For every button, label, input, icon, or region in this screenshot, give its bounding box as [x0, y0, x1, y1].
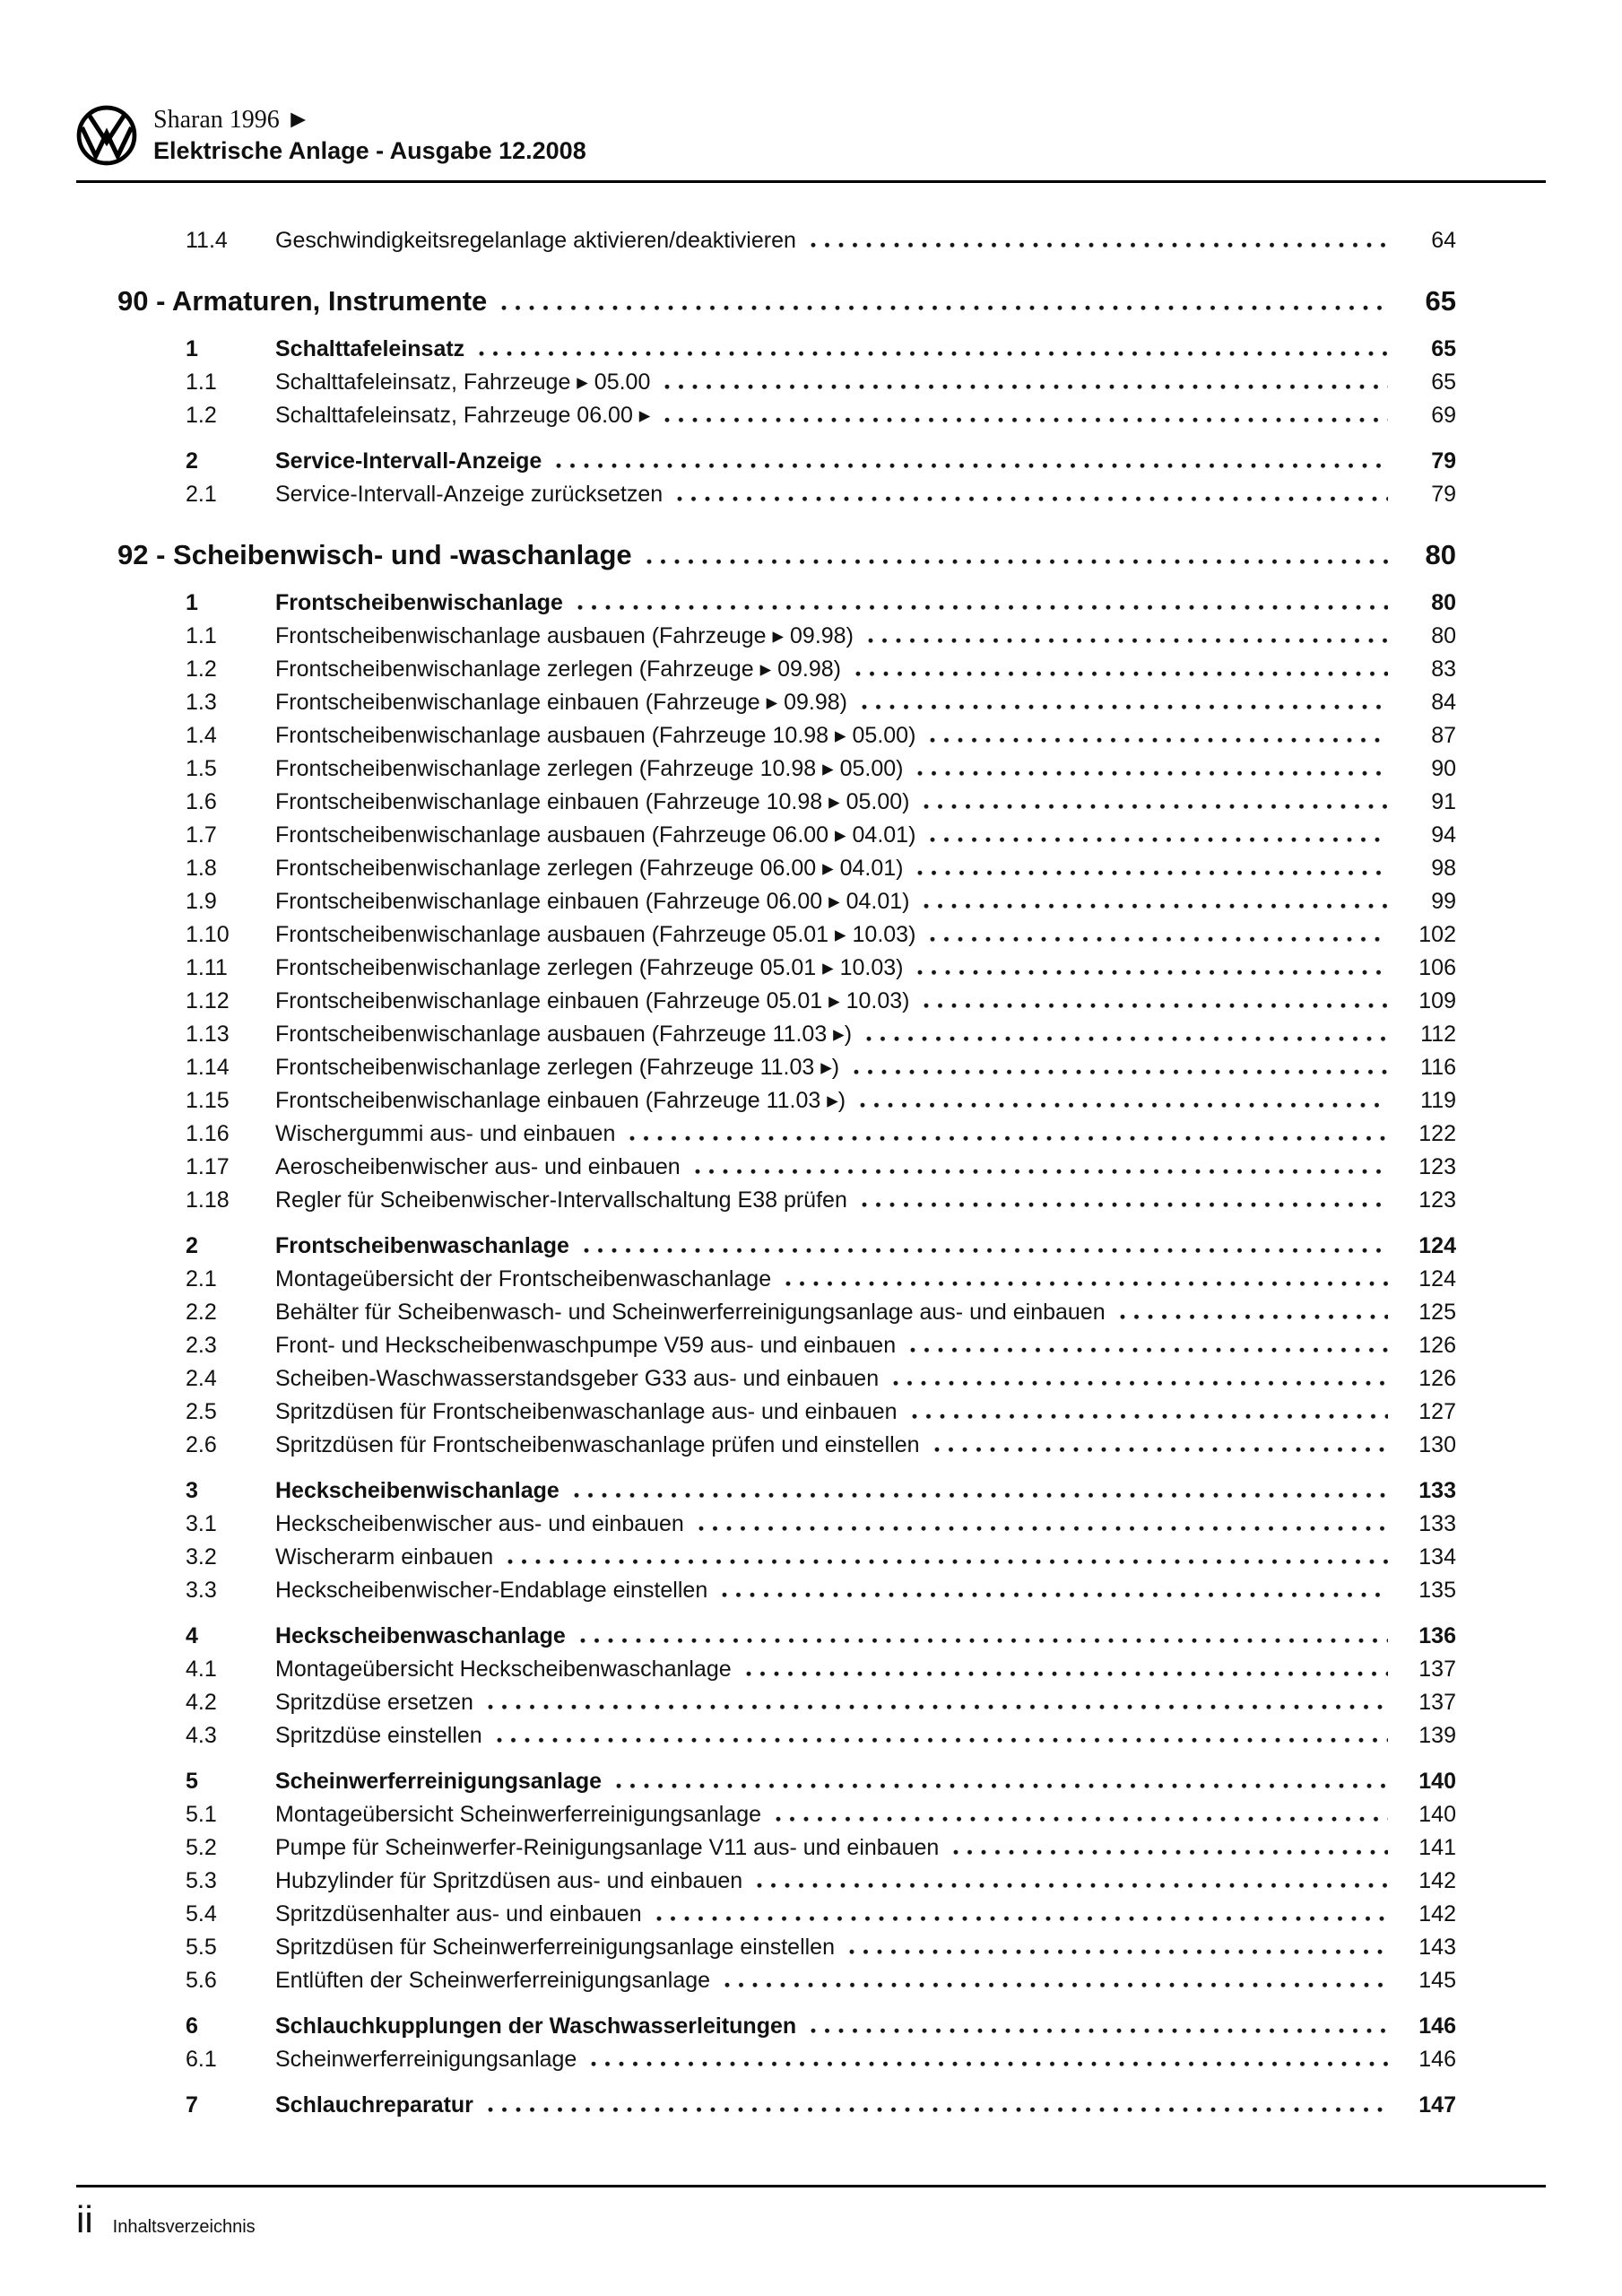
toc-entry-title: Montageübersicht der Frontscheibenwaschanlage	[275, 1266, 772, 1292]
toc-entry-number: 4.1	[186, 1657, 217, 1682]
dot-leader	[574, 1492, 1388, 1498]
toc-entry	[76, 952, 1546, 985]
toc-entry-page: 146	[1418, 2013, 1456, 2039]
toc-entry-title: Frontscheibenwischanlage	[275, 590, 563, 615]
dot-leader	[924, 1003, 1388, 1008]
toc-entry	[76, 399, 1546, 432]
dot-leader	[664, 384, 1388, 389]
toc-entry-page: 79	[1431, 448, 1456, 474]
toc-entry	[76, 587, 1546, 620]
toc-entry-page: 141	[1418, 1835, 1456, 1860]
toc-entry-number: 1.16	[186, 1121, 230, 1146]
toc-entry-number: 2.2	[186, 1300, 217, 1325]
toc-entry-number: 11.4	[186, 228, 228, 253]
toc-entry-title: Spritzdüsen für Frontscheibenwaschanlage aus- und einbauen	[275, 1399, 898, 1424]
toc-entry-number: 1.2	[186, 657, 217, 682]
toc-entry-number: 2.3	[186, 1333, 217, 1358]
dot-leader	[934, 1447, 1388, 1452]
toc-entry-page: 140	[1418, 1769, 1456, 1794]
dot-leader	[860, 1102, 1388, 1108]
toc-entry-number: 6	[186, 2013, 198, 2039]
toc-entry-page: 142	[1418, 1868, 1456, 1893]
toc-entry-page: 116	[1420, 1055, 1456, 1080]
toc-entry-page: 126	[1418, 1366, 1456, 1391]
dot-leader	[776, 1816, 1388, 1822]
toc-entry-title: Frontscheibenwischanlage zerlegen (Fahrzeuge 11.03 ▸)	[275, 1055, 840, 1080]
toc-entry-title: 92 - Scheibenwisch- und -waschanlage	[117, 539, 632, 570]
toc-entry-page: 147	[1418, 2092, 1456, 2118]
dot-leader	[917, 970, 1388, 975]
toc-entry-title: Frontscheibenwischanlage zerlegen (Fahrzeuge 05.01 ▸ 10.03)	[275, 955, 904, 980]
toc-entry	[76, 1474, 1546, 1508]
toc-entry-page: 133	[1418, 1478, 1456, 1503]
toc-entry-page: 140	[1418, 1802, 1456, 1827]
toc-entry	[76, 2089, 1546, 2122]
toc-entry	[76, 2010, 1546, 2043]
dot-leader	[1120, 1314, 1388, 1319]
toc-entry-title: Frontscheibenwischanlage ausbauen (Fahrzeuge 06.00 ▸ 04.01)	[275, 822, 916, 848]
toc-entry	[76, 620, 1546, 653]
dot-leader	[917, 870, 1388, 875]
toc-entry	[76, 1018, 1546, 1051]
toc-entry-page: 123	[1418, 1187, 1456, 1213]
toc-entry	[76, 2043, 1546, 2076]
toc-entry-title: Schalttafeleinsatz, Fahrzeuge 06.00 ▸	[275, 403, 651, 428]
toc-entry	[76, 366, 1546, 399]
toc-entry-title: Schalttafeleinsatz	[275, 336, 465, 361]
toc-entry-title: Behälter für Scheibenwasch- und Scheinwerferreinigungsanlage aus- und einbauen	[275, 1300, 1106, 1325]
toc-entry-title: Geschwindigkeitsregelanlage aktivieren/deaktivieren	[275, 228, 796, 253]
toc-entry-title: Scheiben-Waschwasserstandsgeber G33 aus- und einbauen	[275, 1366, 880, 1391]
toc-entry-number: 7	[186, 2092, 198, 2118]
toc-entry-title: Frontscheibenwischanlage ausbauen (Fahrzeuge 05.01 ▸ 10.03)	[275, 922, 916, 947]
dot-leader	[862, 1202, 1388, 1207]
toc-entry	[76, 1263, 1546, 1296]
toc-entry-title: Frontscheibenwischanlage ausbauen (Fahrzeuge 10.98 ▸ 05.00)	[275, 723, 916, 748]
toc-entry-number: 2	[186, 1233, 198, 1258]
dot-leader	[584, 1248, 1388, 1253]
toc-entry	[76, 1831, 1546, 1865]
toc-entry-number: 1	[186, 590, 198, 615]
toc-entry-title: Spritzdüsen für Frontscheibenwaschanlage prüfen und einstellen	[275, 1432, 920, 1457]
toc-entry-title: Montageübersicht Heckscheibenwaschanlage	[275, 1657, 732, 1682]
dot-leader	[912, 1413, 1388, 1419]
toc-entry-title: Entlüften der Scheinwerferreinigungsanlage	[275, 1968, 711, 1993]
dot-leader	[811, 2028, 1388, 2033]
toc-entry-title: Frontscheibenwischanlage einbauen (Fahrzeuge ▸ 09.98)	[275, 690, 847, 715]
model-title: Sharan 1996 ►	[153, 106, 311, 134]
dot-leader	[854, 1069, 1388, 1074]
toc-entry-number: 2.6	[186, 1432, 217, 1457]
toc-entry-title: Heckscheibenwischanlage	[275, 1478, 559, 1503]
toc-entry-title: Schlauchkupplungen der Waschwasserleitungen	[275, 2013, 797, 2039]
toc-entry-title: Spritzdüsen für Scheinwerferreinigungsanlage einstellen	[275, 1935, 835, 1960]
dot-leader	[930, 737, 1388, 743]
toc-entry-number: 1.1	[186, 370, 217, 395]
toc-entry-title: Frontscheibenwischanlage zerlegen (Fahrzeuge 06.00 ▸ 04.01)	[275, 856, 904, 881]
dot-leader	[855, 671, 1388, 676]
toc-entry-number: 1.13	[186, 1022, 230, 1047]
toc-entry-page: 90	[1431, 756, 1456, 781]
manual-subtitle: Elektrische Anlage - Ausgabe 12.2008	[153, 137, 586, 164]
toc-entry-number: 1.2	[186, 403, 217, 428]
toc-entry-number: 3	[186, 1478, 198, 1503]
toc-entry-page: 94	[1431, 822, 1456, 848]
toc-entry-title: Frontscheibenwaschanlage	[275, 1233, 569, 1258]
dot-leader	[849, 1949, 1388, 1954]
toc-entry-page: 137	[1418, 1657, 1456, 1682]
toc-entry-number: 2.5	[186, 1399, 217, 1424]
toc-entry-page: 139	[1418, 1723, 1456, 1748]
page-header	[76, 104, 1546, 183]
toc-entry-page: 124	[1418, 1266, 1456, 1292]
toc-entry-number: 3.2	[186, 1544, 217, 1570]
toc-entry-page: 142	[1418, 1901, 1456, 1926]
toc-entry-page: 87	[1431, 723, 1456, 748]
dot-leader	[591, 2061, 1388, 2066]
toc-entry-title: Frontscheibenwischanlage einbauen (Fahrzeuge 05.01 ▸ 10.03)	[275, 988, 910, 1013]
toc-entry-number: 1.1	[186, 623, 217, 648]
toc-entry-number: 1.11	[186, 955, 228, 980]
toc-entry	[76, 1184, 1546, 1217]
dot-leader	[917, 770, 1388, 776]
toc-entry	[76, 1653, 1546, 1686]
toc-entry-number: 5.6	[186, 1968, 217, 1993]
toc-entry-number: 5.2	[186, 1835, 217, 1860]
toc-entry-number: 1.18	[186, 1187, 230, 1213]
toc-entry-title: Aeroscheibenwischer aus- und einbauen	[275, 1154, 681, 1179]
toc-entry-title: Wischerarm einbauen	[275, 1544, 494, 1570]
dot-leader	[698, 1526, 1388, 1531]
toc-entry	[76, 1686, 1546, 1719]
toc-entry-page: 126	[1418, 1333, 1456, 1358]
toc-entry-title: Front- und Heckscheibenwaschpumpe V59 aus- und einbauen	[275, 1333, 897, 1358]
toc-entry-title: Schlauchreparatur	[275, 2092, 473, 2118]
toc-entry	[76, 224, 1546, 257]
toc-entry-page: 80	[1431, 590, 1456, 615]
toc-entry-title: Service-Intervall-Anzeige	[275, 448, 542, 474]
toc-entry	[76, 918, 1546, 952]
dot-leader	[629, 1135, 1388, 1141]
toc-entry	[76, 1865, 1546, 1898]
toc-entry-page: 130	[1418, 1432, 1456, 1457]
toc-entry-title: Hubzylinder für Spritzdüsen aus- und einbauen	[275, 1868, 743, 1893]
toc-entry-page: 99	[1431, 889, 1456, 914]
dot-leader	[507, 1559, 1388, 1564]
toc-entry-page: 137	[1418, 1690, 1456, 1715]
dot-leader	[722, 1592, 1388, 1597]
toc-entry-page: 65	[1425, 285, 1456, 317]
dot-leader	[677, 496, 1388, 501]
toc-entry-page: 112	[1420, 1022, 1456, 1047]
toc-entry-page: 136	[1418, 1623, 1456, 1648]
toc-entry	[76, 719, 1546, 752]
toc-entry-title: 90 - Armaturen, Instrumente	[117, 285, 488, 317]
toc-entry-number: 1	[186, 336, 198, 361]
toc-entry	[76, 1798, 1546, 1831]
toc-entry-number: 2.4	[186, 1366, 217, 1391]
toc-entry	[76, 1719, 1546, 1752]
toc-entry-number: 1.4	[186, 723, 217, 748]
page-number: ii	[76, 2198, 93, 2240]
toc-entry-number: 1.12	[186, 988, 230, 1013]
toc-entry	[76, 478, 1546, 511]
toc-entry-page: 122	[1418, 1121, 1456, 1146]
toc-entry-number: 5.3	[186, 1868, 217, 1893]
dot-leader	[556, 463, 1388, 468]
toc-entry-title: Spritzdüse einstellen	[275, 1723, 482, 1748]
toc-entry-number: 3.1	[186, 1511, 217, 1536]
toc-entry-number: 6.1	[186, 2047, 217, 2072]
toc-entry-number: 4.2	[186, 1690, 217, 1715]
toc-entry-page: 133	[1418, 1511, 1456, 1536]
dot-leader	[501, 305, 1388, 310]
toc-entry-title: Spritzdüse ersetzen	[275, 1690, 473, 1715]
toc-entry-page: 119	[1420, 1088, 1456, 1113]
toc-entry-number: 1.3	[186, 690, 217, 715]
toc-entry	[76, 1574, 1546, 1607]
toc-entry-page: 91	[1431, 789, 1456, 814]
dot-leader	[488, 1704, 1388, 1709]
toc-entry	[76, 1429, 1546, 1462]
toc-entry-page: 125	[1418, 1300, 1456, 1325]
toc-entry-number: 5.4	[186, 1901, 217, 1926]
dot-leader	[656, 1916, 1388, 1921]
dot-leader	[746, 1671, 1388, 1676]
toc-entry-title: Frontscheibenwischanlage einbauen (Fahrzeuge 10.98 ▸ 05.00)	[275, 789, 910, 814]
toc-entry-number: 1.15	[186, 1088, 230, 1113]
toc-entry	[76, 819, 1546, 852]
toc-entry	[76, 786, 1546, 819]
dot-leader	[924, 903, 1388, 909]
toc-entry-title: Montageübersicht Scheinwerferreinigungsanlage	[275, 1802, 762, 1827]
toc-entry-title: Schalttafeleinsatz, Fahrzeuge ▸ 05.00	[275, 370, 651, 395]
toc-entry-page: 79	[1431, 482, 1456, 507]
page-footer	[76, 2185, 1546, 2239]
toc-entry-number: 1.14	[186, 1055, 230, 1080]
toc-entry-page: 143	[1418, 1935, 1456, 1960]
dot-leader	[580, 1638, 1388, 1643]
toc-entry-title: Spritzdüsenhalter aus- und einbauen	[275, 1901, 642, 1926]
toc-entry-page: 69	[1431, 403, 1456, 428]
toc-entry-page: 98	[1431, 856, 1456, 881]
dot-leader	[785, 1281, 1388, 1286]
toc-entry-number: 5.5	[186, 1935, 217, 1960]
toc-entry	[76, 985, 1546, 1018]
toc-entry-title: Frontscheibenwischanlage ausbauen (Fahrzeuge ▸ 09.98)	[275, 623, 854, 648]
dot-leader	[953, 1849, 1388, 1855]
toc-entry-title: Pumpe für Scheinwerfer-Reinigungsanlage V11 aus- und einbauen	[275, 1835, 940, 1860]
dot-leader	[893, 1380, 1388, 1386]
toc-entry-number: 1.17	[186, 1154, 230, 1179]
toc-entry-number: 2	[186, 448, 198, 474]
dot-leader	[724, 1982, 1388, 1987]
dot-leader	[868, 638, 1388, 643]
toc-entry-page: 123	[1418, 1154, 1456, 1179]
toc-entry	[76, 1765, 1546, 1798]
toc-entry-page: 65	[1431, 370, 1456, 395]
toc-entry-title: Frontscheibenwischanlage einbauen (Fahrzeuge 06.00 ▸ 04.01)	[275, 889, 910, 914]
toc-entry-number: 5.1	[186, 1802, 217, 1827]
dot-leader	[479, 351, 1388, 356]
toc-entry-number: 1.9	[186, 889, 217, 914]
toc-entry-number: 1.8	[186, 856, 217, 881]
toc-entry-page: 109	[1418, 988, 1456, 1013]
toc-entry-number: 5	[186, 1769, 198, 1794]
toc-entry	[76, 1898, 1546, 1931]
toc-entry-title: Scheinwerferreinigungsanlage	[275, 1769, 602, 1794]
dot-leader	[924, 804, 1388, 809]
dot-leader	[664, 417, 1388, 422]
toc-entry-title: Heckscheibenwischer-Endablage einstellen	[275, 1578, 708, 1603]
toc-entry-number: 3.3	[186, 1578, 217, 1603]
toc-entry	[76, 752, 1546, 786]
toc-entry-title: Frontscheibenwischanlage zerlegen (Fahrzeuge ▸ 09.98)	[275, 657, 841, 682]
toc-entry-title: Scheinwerferreinigungsanlage	[275, 2047, 577, 2072]
toc-entry	[76, 1620, 1546, 1653]
toc-entry-title: Frontscheibenwischanlage zerlegen (Fahrzeuge 10.98 ▸ 05.00)	[275, 756, 904, 781]
toc-entry-number: 4	[186, 1623, 198, 1648]
vw-logo-icon	[76, 105, 137, 166]
dot-leader	[930, 837, 1388, 842]
toc-entry-number: 1.10	[186, 922, 230, 947]
toc-entry	[76, 1541, 1546, 1574]
toc-entry-number: 1.7	[186, 822, 217, 848]
toc-entry	[76, 1396, 1546, 1429]
toc-entry	[76, 1118, 1546, 1151]
toc-entry	[76, 1230, 1546, 1263]
dot-leader	[910, 1347, 1388, 1352]
header-text	[153, 104, 586, 166]
toc-entry-page: 65	[1431, 336, 1456, 361]
toc-entry-title: Service-Intervall-Anzeige zurücksetzen	[275, 482, 664, 507]
toc-entry-page: 64	[1431, 228, 1456, 253]
toc-entry-page: 146	[1418, 2047, 1456, 2072]
toc-entry	[76, 536, 1546, 574]
dot-leader	[488, 2107, 1388, 2112]
toc-entry	[76, 1508, 1546, 1541]
toc-entry-page: 145	[1418, 1968, 1456, 1993]
toc-entry-page: 124	[1418, 1233, 1456, 1258]
toc-entry	[76, 1296, 1546, 1329]
dot-leader	[811, 242, 1388, 248]
toc-entry-page: 80	[1431, 623, 1456, 648]
toc-entry	[76, 1329, 1546, 1362]
toc-entry	[76, 686, 1546, 719]
toc-entry	[76, 445, 1546, 478]
dot-leader	[577, 604, 1388, 610]
dot-leader	[497, 1737, 1388, 1743]
toc-entry	[76, 1964, 1546, 1997]
toc-entry-number: 2.1	[186, 1266, 217, 1292]
toc-entry-page: 135	[1418, 1578, 1456, 1603]
dot-leader	[866, 1036, 1388, 1041]
toc-entry-page: 106	[1418, 955, 1456, 980]
toc-entry-title: Heckscheibenwaschanlage	[275, 1623, 566, 1648]
dot-leader	[646, 559, 1388, 564]
dot-leader	[695, 1169, 1388, 1174]
toc-entry-number: 1.5	[186, 756, 217, 781]
toc-entry	[76, 852, 1546, 885]
toc-entry-page: 83	[1431, 657, 1456, 682]
toc-entry-title: Wischergummi aus- und einbauen	[275, 1121, 616, 1146]
toc-entry	[76, 1362, 1546, 1396]
toc-entry	[76, 1151, 1546, 1184]
toc-entry-page: 127	[1418, 1399, 1456, 1424]
toc-entry	[76, 1051, 1546, 1084]
dot-leader	[757, 1883, 1388, 1888]
dot-leader	[930, 936, 1388, 942]
table-of-contents	[76, 224, 1546, 2122]
toc-entry-page: 102	[1418, 922, 1456, 947]
toc-entry-page: 80	[1425, 539, 1456, 570]
toc-entry-page: 134	[1418, 1544, 1456, 1570]
footer-label: Inhaltsverzeichnis	[112, 2217, 256, 2237]
toc-entry	[76, 885, 1546, 918]
toc-entry-title: Frontscheibenwischanlage einbauen (Fahrzeuge 11.03 ▸)	[275, 1088, 846, 1113]
toc-entry	[76, 653, 1546, 686]
toc-entry	[76, 1084, 1546, 1118]
toc-entry	[76, 333, 1546, 366]
toc-entry	[76, 1931, 1546, 1964]
toc-entry-title: Regler für Scheibenwischer-Intervallschaltung E38 prüfen	[275, 1187, 847, 1213]
dot-leader	[616, 1783, 1388, 1788]
toc-entry	[76, 283, 1546, 320]
toc-entry-number: 4.3	[186, 1723, 217, 1748]
toc-entry-number: 2.1	[186, 482, 217, 507]
dot-leader	[862, 704, 1388, 709]
toc-entry-title: Heckscheibenwischer aus- und einbauen	[275, 1511, 684, 1536]
toc-entry-number: 1.6	[186, 789, 217, 814]
toc-entry-page: 84	[1431, 690, 1456, 715]
toc-entry-title: Frontscheibenwischanlage ausbauen (Fahrzeuge 11.03 ▸)	[275, 1022, 853, 1047]
